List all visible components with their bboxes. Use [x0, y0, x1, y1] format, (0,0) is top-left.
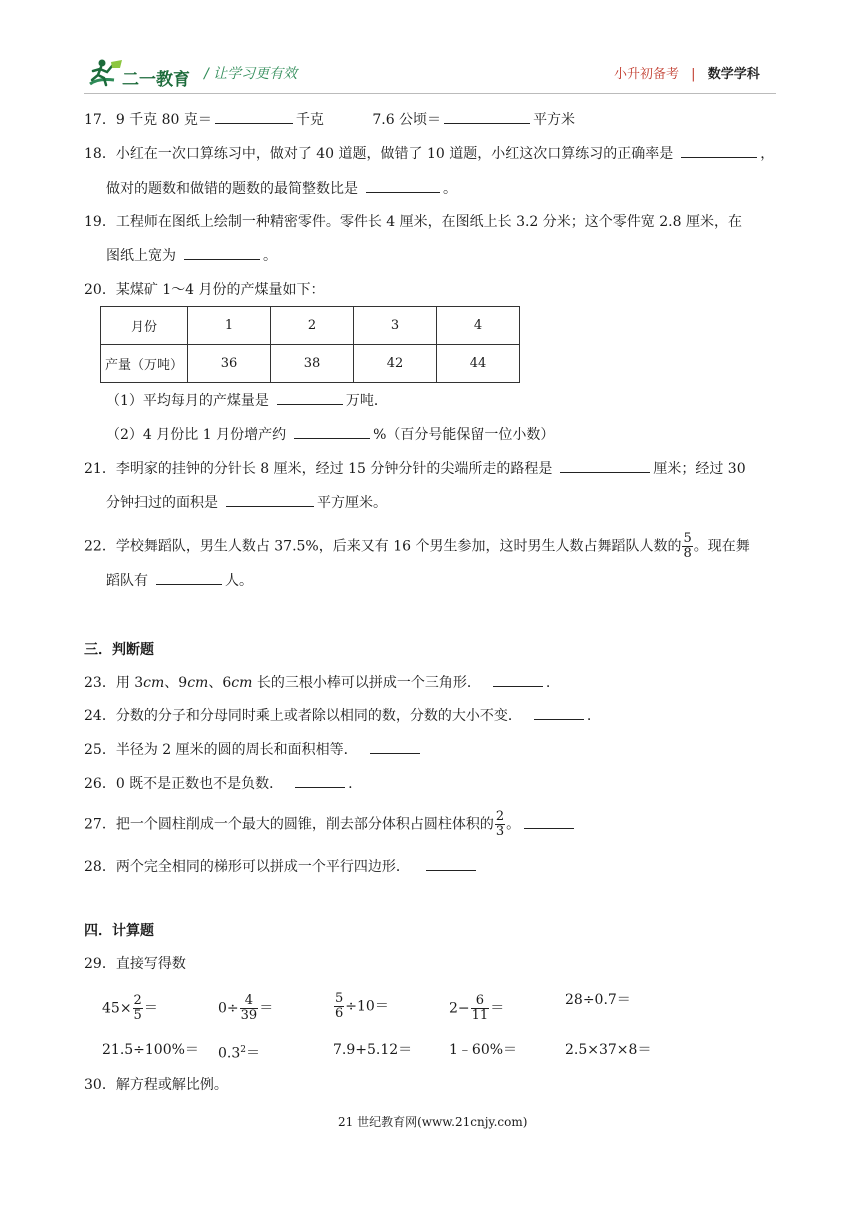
q27-end: 。	[506, 816, 521, 833]
q27-blank[interactable]	[524, 814, 574, 829]
calc-fraction	[471, 994, 490, 1023]
fraction-numerator: 4	[240, 994, 259, 1009]
fraction-denominator: 3	[495, 824, 505, 839]
calc-text: 0.3	[218, 1045, 241, 1062]
fraction-denominator: 39	[240, 1008, 258, 1023]
table-cell: 4	[437, 307, 520, 345]
q21-text-1: 21．李明家的挂钟的分针长 8 厘米，经过 15 分钟分针的尖端所走的路程是	[84, 461, 553, 477]
fraction-denominator: 11	[471, 1008, 489, 1023]
calc-item	[333, 992, 389, 1021]
fraction-numerator: 5	[683, 531, 692, 546]
q22-blank[interactable]	[156, 570, 222, 585]
logo-text: 二一教育	[122, 70, 190, 90]
calc-text: 21.5÷100%＝	[102, 1042, 199, 1058]
q18-end-1: ，	[760, 146, 775, 162]
question-20-sub-1	[106, 390, 388, 411]
calc-text: ＝	[143, 1000, 158, 1017]
question-18-line-1	[84, 143, 774, 164]
question-26	[84, 773, 353, 794]
header-rule	[84, 93, 776, 94]
q23-unit: cm	[231, 675, 253, 691]
q23-text-a: 23．用 3	[84, 675, 144, 691]
fraction-numerator: 2	[133, 993, 142, 1008]
calc-item	[218, 994, 273, 1023]
calc-exponent: 2	[240, 1045, 246, 1055]
q23-unit: cm	[187, 675, 209, 691]
q25-blank[interactable]	[370, 739, 420, 754]
table-cell: 38	[271, 345, 354, 383]
q26-blank[interactable]	[295, 773, 345, 788]
question-20-intro	[84, 280, 325, 300]
calc-item	[102, 994, 158, 1023]
q23-text-c: 、6	[208, 675, 232, 691]
fraction-denominator: 8	[683, 546, 692, 561]
question-22-line-2	[106, 570, 253, 591]
q21-blank-1[interactable]	[560, 458, 650, 473]
q26-text: 26．0 既不是正数也不是负数．	[84, 776, 284, 792]
calc-text: 45×	[102, 1000, 132, 1017]
q22-text-2: 蹈队有	[106, 573, 148, 589]
q20-sub2-end: %（百分号能保留一位小数）	[373, 427, 555, 443]
q28-text: 28．两个完全相同的梯形可以拼成一个平行四边形．	[84, 859, 410, 875]
calc-text: 0÷	[218, 1000, 239, 1017]
calc-text: 2−	[449, 1000, 470, 1017]
table-cell: 3	[354, 307, 437, 345]
q27-text: 27．把一个圆柱削成一个最大的圆锥，削去部分体积占圆柱体积的	[84, 816, 494, 833]
fraction-numerator: 2	[495, 809, 505, 824]
question-19-line-1	[84, 212, 742, 232]
question-30-title	[84, 1075, 228, 1095]
question-21-line-2	[106, 492, 387, 513]
section-title-judgement: 三．判断题	[84, 642, 154, 658]
header-separator: |	[691, 67, 696, 82]
question-25	[84, 739, 423, 760]
question-20-sub-2	[106, 424, 554, 445]
q20-sub1-end: 万吨．	[345, 393, 388, 409]
q24-end: .	[586, 708, 592, 724]
calc-text: ＝	[490, 1000, 505, 1017]
calc-item	[449, 994, 504, 1023]
calc-text: 7.9+5.12＝	[333, 1042, 413, 1058]
calc-item	[449, 1040, 517, 1060]
q17-text-1: 17．9 千克 80 克＝	[84, 112, 212, 128]
q23-text-d: 长的三根小棒可以拼成一个三角形．	[252, 675, 481, 691]
calc-fraction	[133, 994, 143, 1023]
q20-blank-1[interactable]	[277, 390, 343, 405]
q20-sub2-text: （2）4 月份比 1 月份增产约	[106, 427, 287, 443]
section-title-calculation: 四．计算题	[84, 923, 154, 939]
table-cell: 2	[271, 307, 354, 345]
table-row	[101, 307, 520, 345]
q17-blank-2[interactable]	[444, 109, 530, 124]
runner-logo-icon	[84, 58, 124, 90]
fraction-numerator: 6	[471, 994, 490, 1009]
question-23	[84, 672, 550, 693]
question-29-title	[84, 954, 186, 974]
q20-blank-2[interactable]	[294, 424, 370, 439]
q23-end: .	[545, 675, 551, 691]
q17-unit-1: 千克	[295, 112, 324, 128]
coal-production-table	[100, 306, 520, 383]
calc-text: ÷10＝	[345, 998, 389, 1015]
q30-title: 30．解方程或解比例。	[84, 1077, 228, 1093]
calc-text: 28÷0.7＝	[565, 992, 631, 1008]
question-24	[84, 705, 591, 726]
q28-blank[interactable]	[426, 856, 476, 871]
q19-end: 。	[263, 248, 277, 264]
calc-text: ＝	[259, 1000, 274, 1017]
calc-text: 1﹣60%＝	[449, 1042, 518, 1058]
question-21-line-1	[84, 458, 746, 479]
exam-label: 小升初备考	[614, 67, 680, 82]
calc-item	[333, 1040, 412, 1060]
table-row	[101, 345, 520, 383]
header-right	[614, 63, 760, 82]
table-cell: 产量（万吨）	[101, 345, 188, 383]
q25-text: 25．半径为 2 厘米的圆的周长和面积相等．	[84, 742, 358, 758]
header-logo	[84, 58, 190, 90]
question-22-line-1	[84, 532, 750, 561]
calc-text: ＝	[246, 1045, 260, 1062]
table-cell: 42	[354, 345, 437, 383]
calc-text: 2.5×37×8＝	[565, 1042, 652, 1058]
q21-end: 平方厘米。	[317, 495, 387, 511]
question-18-line-2	[106, 178, 457, 199]
q21-blank-2[interactable]	[226, 492, 314, 507]
question-19-line-2	[106, 245, 277, 266]
q22-end-2: 人。	[225, 573, 253, 589]
calc-fraction	[240, 994, 259, 1023]
q29-title: 29．直接写得数	[84, 956, 186, 972]
q23-text-b: 、9	[164, 675, 188, 691]
header-slogan: / 让学习更有效	[204, 66, 298, 82]
q24-text: 24．分数的分子和分母同时乘上或者除以相同的数，分数的大小不变．	[84, 708, 522, 724]
fraction-denominator: 5	[133, 1008, 142, 1023]
q22-text-1: 22．学校舞蹈队，男生人数占 37.5%，后来又有 16 个男生参加，这时男生人数占舞蹈队人数的	[84, 538, 682, 555]
calc-fraction	[334, 992, 344, 1021]
q23-unit: cm	[143, 675, 165, 691]
q21-mid: 厘米；经过 30	[653, 461, 746, 477]
q19-text-1: 19．工程师在图纸上绘制一种精密零件。零件长 4 厘米，在图纸上长 3.2 分米；这个零件宽 2.8 厘米，在	[84, 214, 742, 230]
table-cell: 36	[188, 345, 271, 383]
q18-blank-1[interactable]	[681, 143, 757, 158]
question-17	[84, 109, 575, 130]
q26-end: .	[348, 776, 353, 792]
table-cell: 1	[188, 307, 271, 345]
q22-fraction	[682, 532, 692, 561]
q22-end-1: 。现在舞	[693, 538, 750, 555]
question-28	[84, 856, 479, 877]
q20-intro: 20．某煤矿 1～4 月份的产煤量如下：	[84, 282, 325, 298]
fraction-denominator: 6	[335, 1006, 344, 1021]
table-cell: 月份	[101, 307, 188, 345]
q18-blank-2[interactable]	[366, 178, 440, 193]
q24-blank[interactable]	[534, 705, 584, 720]
table-cell: 44	[437, 345, 520, 383]
calc-item	[565, 1040, 651, 1060]
q18-end-2: 。	[443, 181, 457, 197]
subject-label: 数学学科	[707, 67, 760, 82]
q19-text-2: 图纸上宽为	[106, 248, 176, 264]
calc-item	[218, 1040, 260, 1064]
calc-item	[565, 990, 631, 1010]
page-footer: 21 世纪教育网(www.21cnjy.com)	[338, 1115, 528, 1129]
calc-item	[102, 1040, 199, 1060]
q17-blank-1[interactable]	[215, 109, 293, 124]
q17-unit-2: 平方米	[533, 112, 576, 128]
q18-text-1: 18．小红在一次口算练习中，做对了 40 道题，做错了 10 道题，小红这次口算练习的正确率是	[84, 146, 674, 162]
q23-blank[interactable]	[493, 672, 543, 687]
q20-sub1-text: （1）平均每月的产煤量是	[106, 393, 269, 409]
q17-text-2: 7.6 公顷＝	[372, 112, 442, 128]
q21-text-2: 分钟扫过的面积是	[106, 495, 218, 511]
q19-blank[interactable]	[184, 245, 260, 260]
question-27	[84, 810, 577, 839]
q18-text-2: 做对的题数和做错的题数的最简整数比是	[106, 181, 358, 197]
fraction-numerator: 5	[335, 991, 344, 1006]
q27-fraction	[495, 810, 505, 839]
